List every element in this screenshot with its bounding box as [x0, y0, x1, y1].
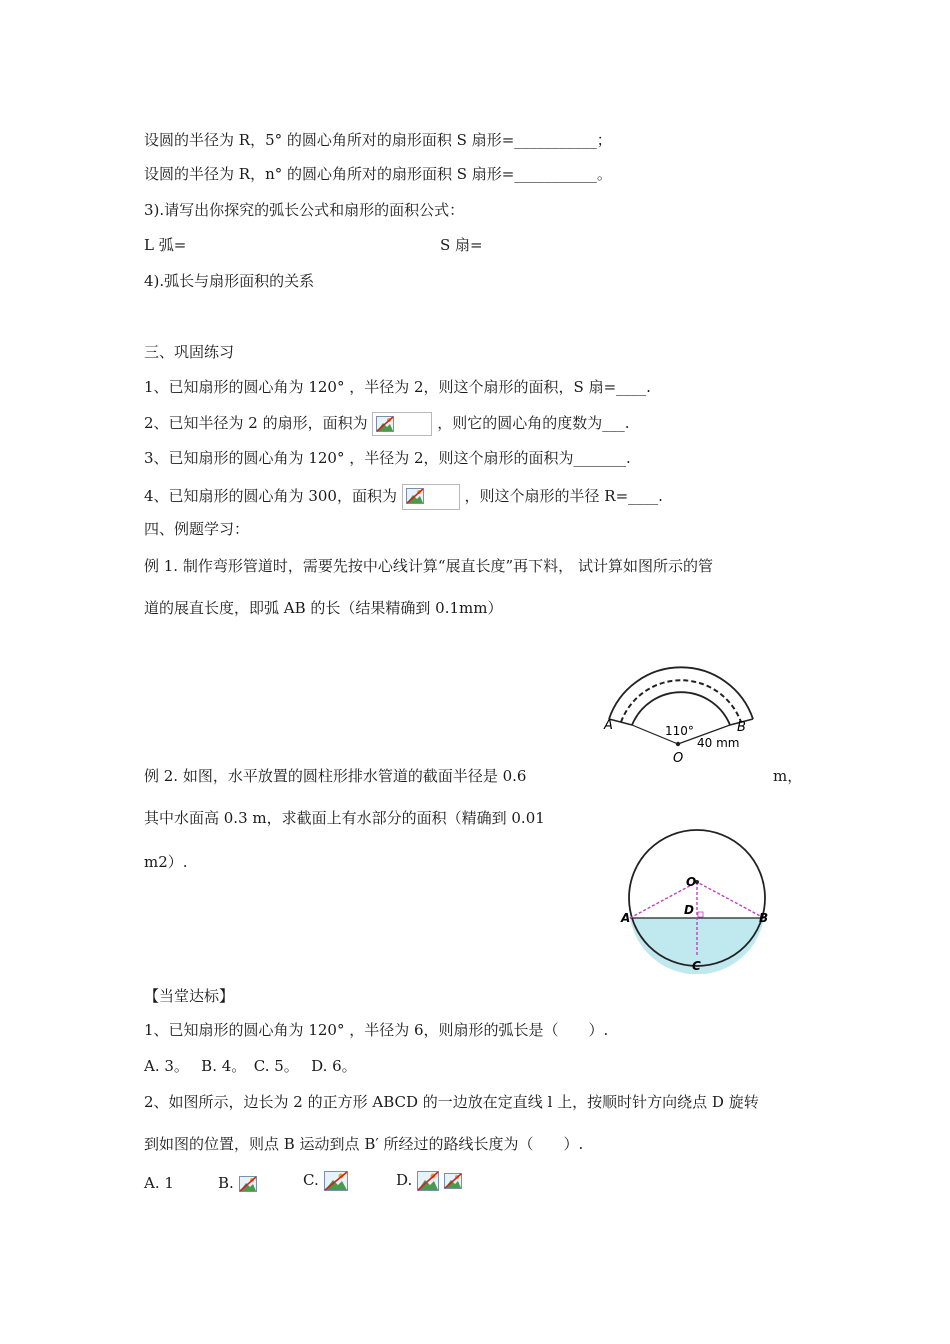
angle-label: 110° [665, 724, 694, 738]
pipe-arc-figure [596, 650, 776, 765]
example-2-unit: m， [773, 767, 803, 785]
broken-image-icon [417, 1171, 439, 1191]
question-4-text: ，则这个扇形的半径 R=____. [464, 487, 663, 505]
formula-arc-length: L 弧= [144, 236, 187, 254]
option-b [218, 1173, 257, 1193]
broken-image-icon [402, 484, 460, 510]
broken-image-icon [372, 412, 432, 436]
example-2-text: m2）. [144, 853, 188, 871]
label-b: B [759, 911, 769, 925]
drain-pipe-figure [618, 814, 774, 974]
option-c [303, 1170, 348, 1191]
label-d: D [684, 903, 694, 917]
broken-image-icon [239, 1176, 257, 1192]
test-question-2: 2、如图所示，边长为 2 的正方形 ABCD 的一边放在定直线 l 上，按顺时针方向绕点 D 旋转 [144, 1093, 759, 1111]
label-a: A [604, 718, 613, 733]
section-heading: 【当堂达标】 [144, 987, 235, 1005]
question-4-text: 4、已知扇形的圆心角为 300，面积为 [144, 487, 397, 505]
test-question-1-options: A. 3。 B. 4。 C. 5。 D. 6。 [144, 1057, 357, 1075]
label-c: C [692, 959, 701, 973]
question-1: 1、已知扇形的圆心角为 120° ，半径为 2，则这个扇形的面积，S 扇=____. [144, 378, 651, 396]
question-3: 3、已知扇形的圆心角为 120° ，半径为 2，则这个扇形的面积为_______. [144, 449, 631, 467]
option-d-label: D. [396, 1171, 413, 1189]
test-question-1: 1、已知扇形的圆心角为 120° ，半径为 6，则扇形的弧长是（ ）. [144, 1021, 609, 1039]
question-2-text: 2、已知半径为 2 的扇形，面积为 [144, 414, 368, 432]
section-heading: 四、例题学习： [144, 520, 250, 538]
width-label: 40 mm [697, 736, 740, 750]
option-d [396, 1170, 462, 1191]
option-a: A. 1 [144, 1174, 174, 1192]
question-2-text: ，则它的圆心角的度数为___. [437, 414, 630, 432]
question-2 [144, 412, 629, 436]
example-2-text: 其中水面高 0.3 m，求截面上有水部分的面积（精确到 0.01 [144, 809, 545, 827]
broken-image-icon [444, 1173, 462, 1189]
text-line: 设圆的半径为 R，n° 的圆心角所对的扇形面积 S 扇形=___________。 [144, 165, 612, 183]
formula-sector-area: S 扇= [440, 236, 483, 254]
label-o: O [686, 875, 697, 889]
option-c-label: C. [303, 1171, 319, 1189]
example-2-text: 例 2. 如图，水平放置的圆柱形排水管道的截面半径是 0.6 [144, 767, 527, 785]
text-line: 设圆的半径为 R，5° 的圆心角所对的扇形面积 S 扇形=___________； [144, 131, 612, 149]
example-1-text: 道的展直长度，即弧 AB 的长（结果精确到 0.1mm） [144, 599, 503, 617]
text-line: 3).请写出你探究的弧长公式和扇形的面积公式： [144, 201, 465, 219]
section-heading: 三、巩固练习 [144, 343, 235, 361]
example-1-text: 例 1. 制作弯形管道时，需要先按中心线计算“展直长度”再下料， 试计算如图所示的管 [144, 557, 713, 575]
test-question-2: 到如图的位置，则点 B 运动到点 B′ 所经过的路线长度为（ ）. [144, 1135, 584, 1153]
option-b-label: B. [218, 1174, 234, 1192]
text-line: 4).弧长与扇形面积的关系 [144, 272, 315, 290]
label-o: O [673, 751, 684, 765]
label-a: A [621, 911, 631, 925]
broken-image-icon [324, 1171, 348, 1191]
question-4 [144, 484, 663, 510]
label-b: B [737, 720, 746, 735]
